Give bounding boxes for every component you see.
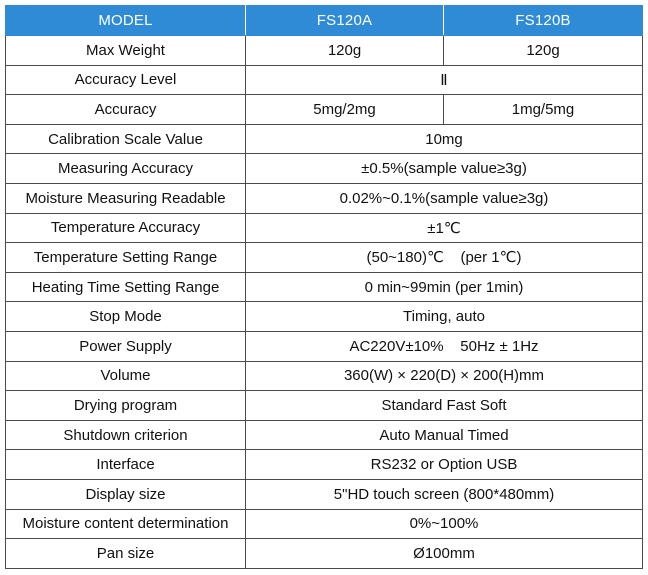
row-label: Temperature Accuracy xyxy=(6,213,246,243)
row-value: Timing, auto xyxy=(246,302,643,332)
row-value: 360(W) × 220(D) × 200(H)mm xyxy=(246,361,643,391)
row-label: Measuring Accuracy xyxy=(6,154,246,184)
row-value: Standard Fast Soft xyxy=(246,391,643,421)
row-value: (50~180)℃ (per 1℃) xyxy=(246,243,643,273)
table-row xyxy=(6,95,643,125)
row-label: Pan size xyxy=(6,539,246,569)
row-label: Moisture Measuring Readable xyxy=(6,183,246,213)
table-row xyxy=(6,302,643,332)
row-value: ±1℃ xyxy=(246,213,643,243)
table-row xyxy=(6,361,643,391)
table-row xyxy=(6,450,643,480)
row-label: Heating Time Setting Range xyxy=(6,272,246,302)
row-value: 0 min~99min (per 1min) xyxy=(246,272,643,302)
table-row xyxy=(6,479,643,509)
table-body xyxy=(6,36,643,569)
row-label: Accuracy xyxy=(6,95,246,125)
row-label: Shutdown criterion xyxy=(6,420,246,450)
row-label: Max Weight xyxy=(6,36,246,66)
header-row xyxy=(6,6,643,36)
row-value: 10mg xyxy=(246,124,643,154)
header-fs120b: FS120B xyxy=(444,6,643,36)
table-row xyxy=(6,420,643,450)
row-value: ±0.5%(sample value≥3g) xyxy=(246,154,643,184)
row-value: Ø100mm xyxy=(246,539,643,569)
row-value-fs120a: 120g xyxy=(246,36,444,66)
row-value-fs120b: 1mg/5mg xyxy=(444,95,643,125)
row-value: 0%~100% xyxy=(246,509,643,539)
row-value: 0.02%~0.1%(sample value≥3g) xyxy=(246,183,643,213)
table-row xyxy=(6,124,643,154)
row-value: RS232 or Option USB xyxy=(246,450,643,480)
row-value: 5"HD touch screen (800*480mm) xyxy=(246,479,643,509)
table-row xyxy=(6,331,643,361)
table-row xyxy=(6,272,643,302)
row-label: Temperature Setting Range xyxy=(6,243,246,273)
row-value: Ⅱ xyxy=(246,65,643,95)
row-value-fs120b: 120g xyxy=(444,36,643,66)
row-value: AC220V±10% 50Hz ± 1Hz xyxy=(246,331,643,361)
table-row xyxy=(6,539,643,569)
row-label: Calibration Scale Value xyxy=(6,124,246,154)
table-row xyxy=(6,509,643,539)
table-row xyxy=(6,213,643,243)
header-model: MODEL xyxy=(6,6,246,36)
row-label: Display size xyxy=(6,479,246,509)
table-row xyxy=(6,36,643,66)
row-label: Interface xyxy=(6,450,246,480)
table-row xyxy=(6,391,643,421)
row-value-fs120a: 5mg/2mg xyxy=(246,95,444,125)
row-label: Stop Mode xyxy=(6,302,246,332)
table-header xyxy=(6,6,643,36)
header-fs120a: FS120A xyxy=(246,6,444,36)
row-label: Volume xyxy=(6,361,246,391)
row-label: Accuracy Level xyxy=(6,65,246,95)
table-row xyxy=(6,183,643,213)
row-label: Drying program xyxy=(6,391,246,421)
table-row xyxy=(6,243,643,273)
spec-table xyxy=(5,5,643,569)
row-label: Moisture content determination xyxy=(6,509,246,539)
row-label: Power Supply xyxy=(6,331,246,361)
table-row xyxy=(6,65,643,95)
table-row xyxy=(6,154,643,184)
row-value: Auto Manual Timed xyxy=(246,420,643,450)
